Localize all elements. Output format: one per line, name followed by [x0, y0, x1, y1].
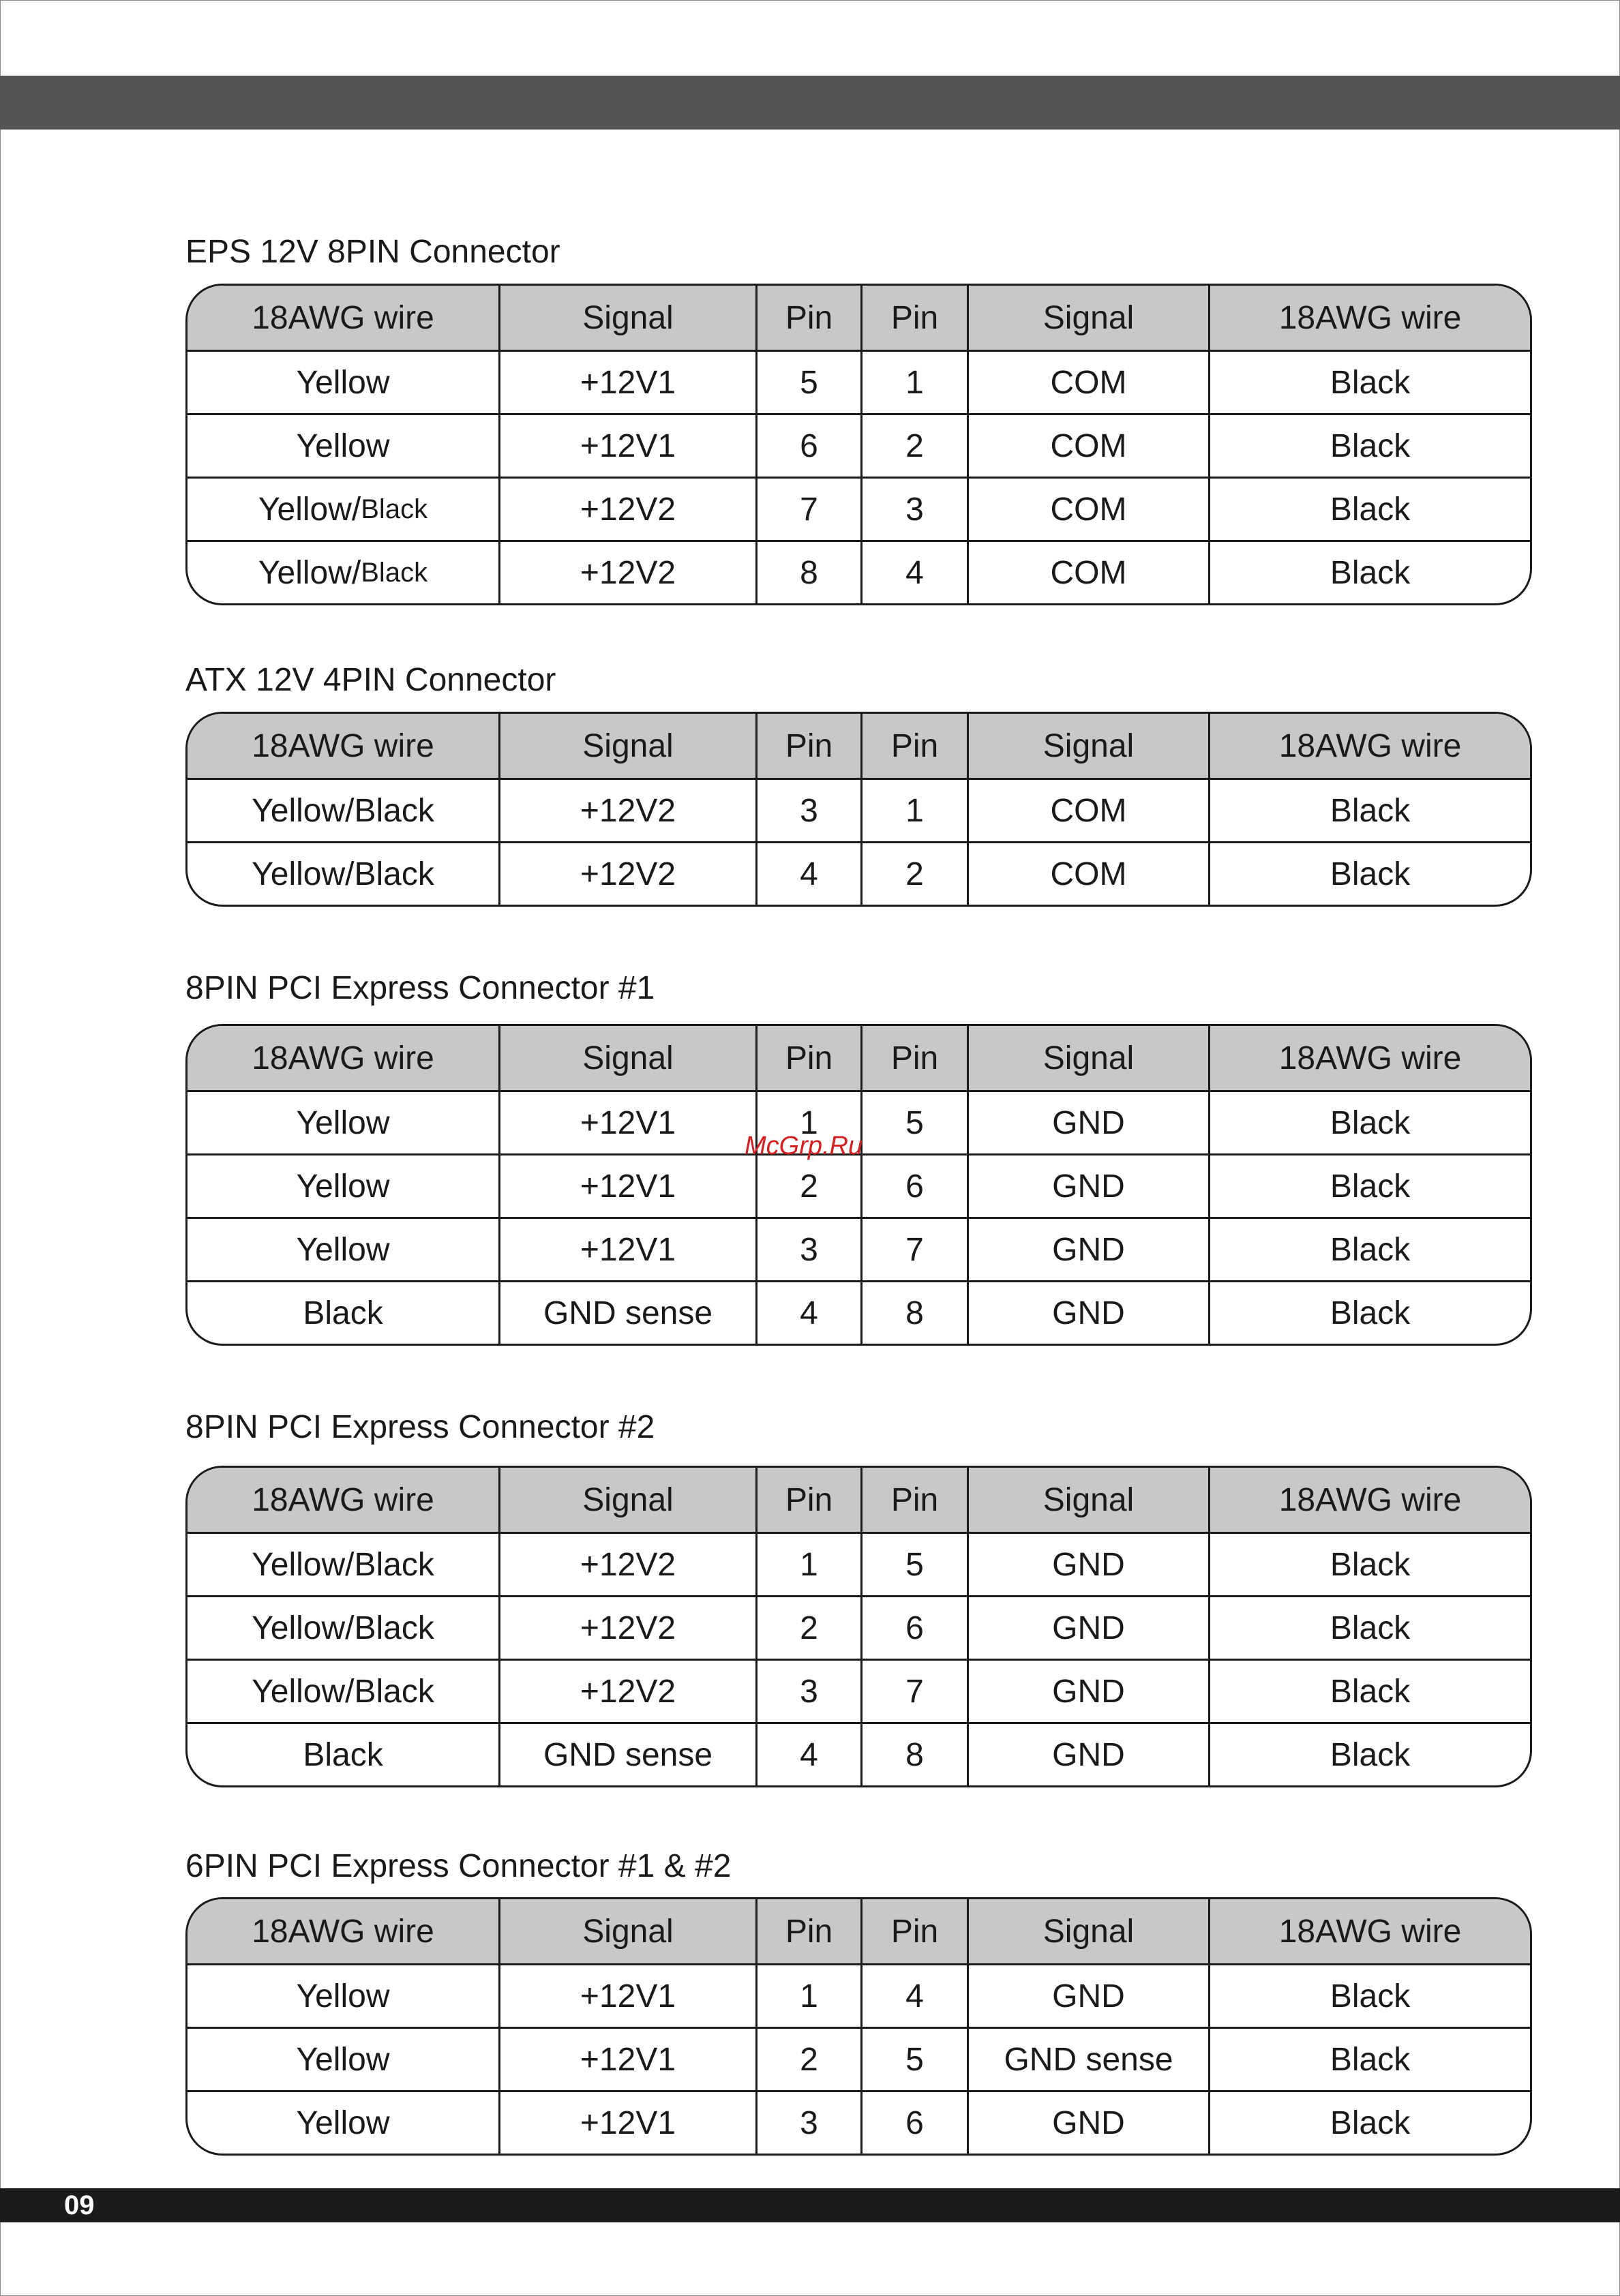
- column-header-signal-b: Signal: [969, 1026, 1210, 1090]
- cell-wire-a: Yellow/Black: [188, 1661, 500, 1722]
- column-header-signal-a: Signal: [500, 286, 758, 350]
- column-header-signal-b: Signal: [969, 714, 1210, 778]
- table-header-row: [188, 1899, 1530, 1965]
- column-header-pin-b: Pin: [862, 286, 969, 350]
- cell-pin-a: 5: [758, 352, 862, 413]
- section-title-pcie-8pin-1: 8PIN PCI Express Connector #1: [185, 970, 655, 1006]
- column-header-wire-b: 18AWG wire: [1278, 1913, 1462, 1950]
- column-header-wire-a: 18AWG wire: [188, 286, 500, 350]
- table-row: [188, 1219, 1530, 1282]
- column-header-signal-b: Signal: [969, 286, 1210, 350]
- table-atx-4pin: [185, 712, 1532, 907]
- cell-pin-a: 4: [758, 1724, 862, 1785]
- cell-signal-a: +12V2: [500, 1597, 758, 1659]
- cell-signal-a: +12V2: [500, 542, 758, 603]
- cell-signal-a: +12V1: [500, 2092, 758, 2154]
- table-row: [188, 1282, 1530, 1344]
- cell-signal-b: GND sense: [969, 2029, 1210, 2090]
- cell-pin-a: 6: [758, 415, 862, 477]
- table-row: [188, 2029, 1530, 2092]
- cell-signal-b: GND: [969, 1597, 1210, 1659]
- column-header-signal-b: Signal: [969, 1899, 1210, 1963]
- cell-wire-a: Yellow/Black: [188, 843, 500, 905]
- cell-signal-a: +12V1: [500, 352, 758, 413]
- cell-wire-a: Black: [188, 1282, 500, 1344]
- cell-wire-b: Black: [1330, 554, 1411, 591]
- cell-pin-a: 3: [758, 1661, 862, 1722]
- cell-wire-b: Black: [1330, 1104, 1411, 1141]
- cell-signal-b: GND: [969, 1092, 1210, 1153]
- cell-pin-b: 1: [862, 780, 969, 841]
- cell-pin-a: 3: [758, 2092, 862, 2154]
- column-header-signal-a: Signal: [500, 1899, 758, 1963]
- column-header-pin-b: Pin: [862, 1468, 969, 1532]
- cell-pin-b: 4: [862, 1965, 969, 2027]
- cell-wire-a: Yellow: [188, 2092, 500, 2154]
- column-header-wire-a: 18AWG wire: [188, 714, 500, 778]
- table-pcie-8pin-1: [185, 1024, 1532, 1346]
- cell-pin-b: 5: [862, 1092, 969, 1153]
- cell-pin-a: 8: [758, 542, 862, 603]
- cell-wire-b: Black: [1330, 491, 1411, 528]
- table-row: [188, 1661, 1530, 1724]
- page-number: 09: [64, 2190, 95, 2220]
- cell-pin-a: 4: [758, 843, 862, 905]
- cell-pin-b: 2: [862, 415, 969, 477]
- column-header-wire-b: 18AWG wire: [1278, 299, 1462, 336]
- table-row: [188, 1965, 1530, 2029]
- table-row: [188, 1597, 1530, 1661]
- wire-color-stripe: Black: [361, 494, 428, 524]
- cell-pin-a: 2: [758, 1597, 862, 1659]
- cell-signal-b: COM: [969, 542, 1210, 603]
- table-header-row: [188, 1468, 1530, 1534]
- wire-color-primary: Yellow/: [258, 554, 361, 591]
- section-title-pcie-8pin-2: 8PIN PCI Express Connector #2: [185, 1409, 655, 1445]
- cell-wire-a: Yellow: [188, 352, 500, 413]
- table-row: [188, 352, 1530, 415]
- cell-wire-b: Black: [1330, 1231, 1411, 1268]
- cell-wire-a: Yellow: [188, 1219, 500, 1280]
- section-title-atx-4pin: ATX 12V 4PIN Connector: [185, 662, 556, 698]
- cell-signal-b: GND: [969, 1661, 1210, 1722]
- cell-pin-a: 1: [758, 1965, 862, 2027]
- cell-wire-a: Yellow/Black: [188, 780, 500, 841]
- cell-pin-b: 8: [862, 1724, 969, 1785]
- section-title-eps-8pin: EPS 12V 8PIN Connector: [185, 234, 560, 270]
- wire-color-primary: Yellow/: [258, 491, 361, 528]
- cell-wire-b: Black: [1330, 364, 1411, 401]
- cell-wire-a: Yellow/Black: [188, 1597, 500, 1659]
- cell-signal-a: +12V1: [500, 1965, 758, 2027]
- cell-signal-a: +12V2: [500, 479, 758, 540]
- column-header-signal-a: Signal: [500, 714, 758, 778]
- cell-wire-b: Black: [1330, 792, 1411, 829]
- section-title-pcie-6pin: 6PIN PCI Express Connector #1 & #2: [185, 1848, 732, 1884]
- column-header-wire-b: 18AWG wire: [1278, 1481, 1462, 1518]
- cell-wire-b: Black: [1330, 2041, 1411, 2078]
- cell-wire-b: Black: [1330, 856, 1411, 892]
- table-row: [188, 780, 1530, 843]
- footer-bar: [0, 2188, 1620, 2222]
- cell-pin-b: 6: [862, 1155, 969, 1217]
- table-header-row: [188, 286, 1530, 352]
- column-header-wire-a: 18AWG wire: [188, 1026, 500, 1090]
- cell-wire-a: [188, 542, 500, 603]
- cell-signal-b: COM: [969, 415, 1210, 477]
- cell-pin-a: 7: [758, 479, 862, 540]
- cell-pin-a: 4: [758, 1282, 862, 1344]
- column-header-pin-a: Pin: [758, 286, 862, 350]
- column-header-pin-a: Pin: [758, 714, 862, 778]
- cell-pin-b: 3: [862, 479, 969, 540]
- cell-wire-a: Yellow: [188, 1155, 500, 1217]
- cell-wire-b: Black: [1330, 1546, 1411, 1583]
- cell-pin-b: 4: [862, 542, 969, 603]
- column-header-signal-a: Signal: [500, 1468, 758, 1532]
- cell-signal-b: COM: [969, 352, 1210, 413]
- column-header-wire-b: 18AWG wire: [1278, 1040, 1462, 1076]
- wire-color-stripe: Black: [361, 557, 428, 588]
- cell-signal-b: COM: [969, 843, 1210, 905]
- cell-signal-a: +12V1: [500, 1219, 758, 1280]
- cell-pin-a: 2: [758, 1155, 862, 1217]
- cell-pin-b: 2: [862, 843, 969, 905]
- header-bar: [0, 76, 1620, 130]
- column-header-wire-b: 18AWG wire: [1278, 727, 1462, 764]
- cell-pin-a: 3: [758, 780, 862, 841]
- table-row: [188, 542, 1530, 603]
- watermark: McGrp.Ru: [745, 1132, 863, 1160]
- table-header-row: [188, 714, 1530, 780]
- cell-wire-b: Black: [1330, 1736, 1411, 1773]
- table-row: [188, 2092, 1530, 2154]
- cell-pin-a: 2: [758, 2029, 862, 2090]
- cell-pin-b: 5: [862, 2029, 969, 2090]
- cell-signal-a: GND sense: [500, 1282, 758, 1344]
- cell-signal-b: GND: [969, 1282, 1210, 1344]
- cell-signal-a: +12V2: [500, 843, 758, 905]
- cell-wire-b: Black: [1330, 1295, 1411, 1331]
- table-eps-8pin: [185, 284, 1532, 605]
- table-row: [188, 1155, 1530, 1219]
- cell-wire-a: Yellow: [188, 1092, 500, 1153]
- cell-pin-b: 6: [862, 2092, 969, 2154]
- table-row: [188, 843, 1530, 905]
- table-row: [188, 415, 1530, 479]
- cell-signal-a: +12V2: [500, 1661, 758, 1722]
- cell-wire-b: Black: [1330, 1673, 1411, 1710]
- cell-signal-a: +12V1: [500, 2029, 758, 2090]
- cell-pin-b: 1: [862, 352, 969, 413]
- cell-wire-a: [188, 479, 500, 540]
- cell-wire-a: Yellow: [188, 415, 500, 477]
- cell-pin-a: 1: [758, 1092, 862, 1153]
- cell-pin-b: 6: [862, 1597, 969, 1659]
- cell-pin-b: 5: [862, 1534, 969, 1595]
- cell-pin-a: 1: [758, 1534, 862, 1595]
- cell-pin-b: 8: [862, 1282, 969, 1344]
- table-pcie-8pin-2: [185, 1466, 1532, 1787]
- cell-wire-b: Black: [1330, 1168, 1411, 1205]
- cell-wire-a: Black: [188, 1724, 500, 1785]
- cell-signal-b: COM: [969, 479, 1210, 540]
- table-header-row: [188, 1026, 1530, 1092]
- table-row: [188, 1724, 1530, 1785]
- column-header-pin-a: Pin: [758, 1026, 862, 1090]
- cell-wire-a: Yellow: [188, 1965, 500, 2027]
- cell-signal-a: +12V1: [500, 1092, 758, 1153]
- column-header-wire-a: 18AWG wire: [188, 1468, 500, 1532]
- cell-wire-b: Black: [1330, 427, 1411, 464]
- cell-wire-a: Yellow/Black: [188, 1534, 500, 1595]
- cell-signal-a: +12V2: [500, 1534, 758, 1595]
- cell-signal-b: GND: [969, 1965, 1210, 2027]
- cell-wire-a: Yellow: [188, 2029, 500, 2090]
- cell-pin-a: 3: [758, 1219, 862, 1280]
- table-pcie-6pin: [185, 1897, 1532, 2156]
- column-header-signal-b: Signal: [969, 1468, 1210, 1532]
- table-row: [188, 1534, 1530, 1597]
- column-header-wire-a: 18AWG wire: [188, 1899, 500, 1963]
- cell-pin-b: 7: [862, 1219, 969, 1280]
- column-header-pin-b: Pin: [862, 1899, 969, 1963]
- cell-signal-b: GND: [969, 2092, 1210, 2154]
- cell-signal-a: +12V1: [500, 415, 758, 477]
- column-header-pin-a: Pin: [758, 1899, 862, 1963]
- cell-pin-b: 7: [862, 1661, 969, 1722]
- cell-wire-b: Black: [1330, 1610, 1411, 1646]
- table-row: [188, 479, 1530, 542]
- cell-signal-a: GND sense: [500, 1724, 758, 1785]
- column-header-signal-a: Signal: [500, 1026, 758, 1090]
- cell-signal-b: GND: [969, 1724, 1210, 1785]
- cell-signal-a: +12V2: [500, 780, 758, 841]
- cell-wire-b: Black: [1330, 2104, 1411, 2141]
- cell-wire-b: Black: [1330, 1978, 1411, 2014]
- column-header-pin-a: Pin: [758, 1468, 862, 1532]
- column-header-pin-b: Pin: [862, 714, 969, 778]
- cell-signal-b: GND: [969, 1155, 1210, 1217]
- cell-signal-b: GND: [969, 1534, 1210, 1595]
- column-header-pin-b: Pin: [862, 1026, 969, 1090]
- cell-signal-b: GND: [969, 1219, 1210, 1280]
- cell-signal-a: +12V1: [500, 1155, 758, 1217]
- cell-signal-b: COM: [969, 780, 1210, 841]
